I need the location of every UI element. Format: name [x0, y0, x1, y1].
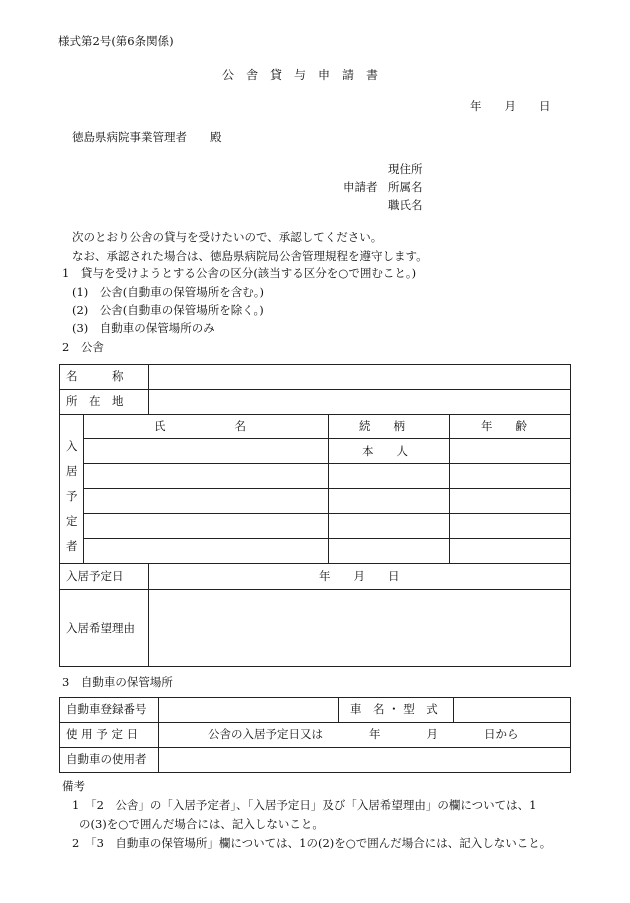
car-user-field[interactable] — [159, 748, 570, 772]
date-line: 年 月 日 — [470, 99, 551, 113]
section1-heading: 1 貸与を受けようとする公舎の区分(該当する区分を○で囲むこと。) — [62, 266, 417, 280]
move-in-date-label: 入居予定日 — [66, 569, 124, 583]
car-user-label: 自動車の使用者 — [66, 752, 147, 766]
form-number: 様式第2号(第6条関係) — [58, 34, 174, 48]
col-name-header: 氏 名 — [154, 419, 246, 433]
section1-option-3: (3) 自動車の保管場所のみ — [72, 321, 215, 335]
reason-field[interactable] — [149, 590, 570, 666]
applicant-name-label: 職氏名 — [388, 198, 423, 212]
section1-option-1: (1) 公舎(自動車の保管場所を含む。) — [72, 285, 265, 299]
remarks-heading: 備考 — [62, 779, 85, 793]
move-in-date-value: 年 月 日 — [319, 569, 400, 583]
housing-location-field[interactable] — [149, 390, 570, 413]
applicant-label: 申請者 — [343, 180, 378, 194]
car-model-field[interactable] — [454, 698, 570, 721]
reason-label: 入居希望理由 — [66, 621, 135, 635]
registration-number-label: 自動車登録番号 — [66, 702, 147, 716]
addressee: 徳島県病院事業管理者 殿 — [72, 130, 222, 144]
col-relation-header: 続 柄 — [359, 419, 405, 433]
section2-heading: 2 公舎 — [62, 340, 104, 354]
section3-heading: 3 自動車の保管場所 — [62, 675, 173, 689]
col-age-header: 年 齢 — [481, 419, 527, 433]
housing-name-field[interactable] — [149, 365, 570, 388]
remark-1-line-2: の(3)を○で囲んだ場合には、記入しないこと。 — [79, 817, 324, 831]
relation-self: 本 人 — [362, 444, 408, 458]
housing-name-label: 名 称 — [66, 369, 124, 383]
usage-date-label: 使 用 予 定 日 — [66, 727, 139, 741]
remark-2: 2 「3 自動車の保管場所」欄については、1の(2)を○で囲んだ場合には、記入しないこと。 — [72, 836, 552, 850]
applicant-department-label: 所属名 — [388, 180, 423, 194]
applicant-address-label: 現住所 — [388, 162, 423, 176]
section1-option-2: (2) 公舎(自動車の保管場所を除く。) — [72, 303, 264, 317]
intro-line-2: なお、承認された場合は、徳島県病院局公舎管理規程を遵守します。 — [72, 249, 428, 263]
residents-label: 入居予定者 — [66, 439, 78, 553]
remark-1-line-1: 1 「2 公舎」の「入居予定者」、「入居予定日」及び「入居希望理由」の欄については、1 — [72, 798, 537, 812]
form-title: 公 舎 貸 与 申 請 書 — [222, 68, 379, 82]
housing-location-label: 所 在 地 — [66, 394, 124, 408]
car-model-label: 車 名 ・ 型 式 — [350, 702, 438, 716]
intro-line-1: 次のとおり公舎の貸与を受けたいので、承認してください。 — [72, 230, 383, 244]
registration-number-field[interactable] — [159, 698, 337, 721]
usage-date-value: 公舎の入居予定日又は 年 月 日から — [208, 727, 519, 741]
